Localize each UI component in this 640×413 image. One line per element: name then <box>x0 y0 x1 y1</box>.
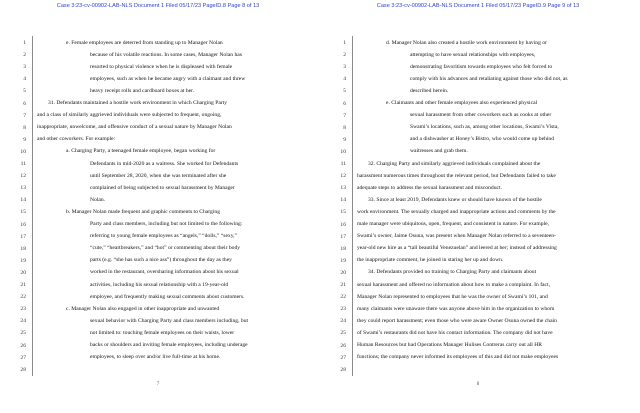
document-line: c. Manager Nolan also engaged in other inappropriate and unwanted <box>66 305 220 312</box>
document-line: adequate steps to address the sexual harassment and misconduct. <box>357 184 502 191</box>
line-number: 9 <box>343 136 346 143</box>
document-line: waitresses and grab them. <box>410 148 468 155</box>
document-line: functions; the company never informed its employees of this and did not make employees <box>357 354 559 361</box>
line-number: 21 <box>340 282 346 288</box>
line-number: 3 <box>343 64 346 71</box>
document-line: e. Female employees are deterred from standing up to Manager Nolan <box>66 39 223 46</box>
line-number: 5 <box>343 88 346 95</box>
document-line: 32. Charging Party and similarly aggrieved individuals complained about the <box>368 160 541 167</box>
line-number: 18 <box>20 245 26 252</box>
line-number: 4 <box>343 76 346 83</box>
document-line: because of his volatile reactions. In some cases, Manager Nolan has <box>90 51 242 58</box>
document-line: comply with his advances and retaliating against those who did not, as <box>410 75 568 82</box>
document-line: sexual harassment and offered no information about how to make a complaint. In fact, <box>357 281 550 288</box>
line-number: 17 <box>20 233 26 240</box>
line-number: 19 <box>20 257 26 264</box>
line-number: 12 <box>20 173 26 180</box>
line-number: 20 <box>20 269 26 276</box>
document-line: and a dishwasher at Honey’s Bistro, who would come up behind <box>410 136 555 143</box>
document-line: of Swami’s restaurants did not have his contact information. The company did not have <box>357 329 553 336</box>
document-line: worked in the restaurant, oversharing information about his sexual <box>90 269 239 276</box>
line-number: 8 <box>23 124 26 131</box>
document-line: Swami’s locations, such as, among other locations, Swami’s Vista, <box>410 124 559 131</box>
line-number: 11 <box>340 161 346 167</box>
document-line: a. Charging Party, a teenaged female employee, began working for <box>66 148 216 155</box>
document-line: year-old new hire as a “tall beautiful Venezuelan” and leered at her; instead of addressing <box>357 245 557 252</box>
document-line: harassment numerous times throughout the relevant period, but Defendants failed to take <box>357 172 556 179</box>
line-number: 14 <box>340 197 346 204</box>
document-line: b. Manager Nolan made frequent and graphic comments to Charging <box>66 208 220 215</box>
case-header-stamp: Case 3:23-cv-00902-LAB-NLS Document 1 Filed 05/17/23 PageID.8 Page 8 of 13 <box>56 3 260 9</box>
line-number: 26 <box>20 342 26 349</box>
document-line: Party and class members, including but not limited to the following: <box>90 221 243 227</box>
page-right <box>328 0 628 413</box>
line-number: 25 <box>20 330 26 337</box>
document-line: activities, including his sexual relationship with a 19-year-old <box>90 281 229 288</box>
line-number: 15 <box>340 209 346 216</box>
line-number: 25 <box>340 330 346 337</box>
line-number: 1 <box>343 40 346 46</box>
document-line: “cute,” “heartbreakers,” and “hot” or commenting about their body <box>90 245 241 252</box>
line-number: 6 <box>343 100 346 107</box>
line-number: 28 <box>20 366 26 373</box>
line-number: 11 <box>20 161 26 167</box>
document-line: until September 28, 2020, when she was terminated after she <box>90 172 227 179</box>
line-number: 22 <box>340 294 346 301</box>
document-line: Defendants in mid-2020 as a waitress. She worked for Defendants <box>90 160 239 167</box>
line-number: 23 <box>340 306 346 313</box>
line-number: 13 <box>340 185 346 192</box>
document-line: employees, such as when he became angry with a claimant and threw <box>90 75 246 82</box>
page-number: 7 <box>156 382 160 387</box>
case-header-stamp: Case 3:23-cv-00902-LAB-NLS Document 1 Filed 05/17/23 PageID.9 Page 9 of 13 <box>376 3 580 9</box>
line-number: 24 <box>340 318 346 325</box>
line-number: 5 <box>23 88 26 95</box>
document-line: complained of being subjected to sexual harassment by Manager <box>90 184 235 191</box>
line-number: 14 <box>20 197 26 204</box>
line-number: 12 <box>340 173 346 180</box>
line-number: 17 <box>340 233 346 240</box>
document-line: work environment. The sexually charged and inappropriate actions and comments by the <box>357 208 556 215</box>
document-line: Swami’s owner, Jaime Osuna, was present when Manager Nolan referred to a seventeen- <box>357 233 556 240</box>
page-number: 8 <box>476 382 480 387</box>
line-number: 7 <box>23 112 26 119</box>
document-line: d. Manager Nolan also created a hostile work environment by having or <box>386 39 547 46</box>
document-line: Human Resources but had Operations Manager Hulises Contreras carry out all HR <box>357 342 543 348</box>
document-line: described herein. <box>410 87 449 94</box>
line-number: 23 <box>20 306 26 313</box>
document-line: attempting to have sexual relationships with employees, <box>410 51 536 58</box>
line-number: 27 <box>20 354 26 361</box>
document-line: the inappropriate comment, he joined in staring her up and down. <box>357 257 504 264</box>
document-line: Nolan. <box>90 196 106 203</box>
line-number: 26 <box>340 342 346 349</box>
line-number: 1 <box>23 40 26 46</box>
line-number: 4 <box>23 76 26 83</box>
document-line: demonstrating favoritism towards employees who felt forced to <box>410 63 553 70</box>
document-line: resorted to physical violence when he is displeased with female <box>90 63 233 70</box>
line-number: 9 <box>23 136 26 143</box>
line-number-rule <box>352 36 353 376</box>
line-number-rule <box>32 36 33 376</box>
document-line: sexual harassment from other coworkers such as cooks at other <box>410 112 552 119</box>
line-number: 20 <box>340 269 346 276</box>
line-number: 8 <box>343 124 346 131</box>
document-line: heavy receipt rolls and cardboard boxes at her. <box>90 87 195 94</box>
line-number: 10 <box>340 148 346 155</box>
document-line: backs or shoulders and inviting female employees, including underage <box>90 342 248 348</box>
line-number: 6 <box>23 100 26 107</box>
document-line: e. Claimants and other female employees also experienced physical <box>386 100 538 106</box>
line-number: 21 <box>20 282 26 288</box>
line-number: 27 <box>340 354 346 361</box>
document-line: inappropriate, unwelcome, and offensive conduct of a sexual nature by Manager Nolan <box>37 124 232 131</box>
line-number: 18 <box>340 245 346 252</box>
line-number: 16 <box>20 221 26 228</box>
document-line: parts (e.g. “she has such a nice ass”) throughout the day as they <box>90 257 232 264</box>
document-line: referring to young female employees as “angels,” “dolls,” “sexy,” <box>90 233 238 240</box>
line-number: 2 <box>23 52 26 59</box>
line-number: 2 <box>343 52 346 59</box>
document-line: 31. Defendants maintained a hostile work environment in which Charging Party <box>48 100 228 106</box>
document-line: and a class of similarly aggrieved individuals were subjected to frequent, ongoing, <box>37 112 222 119</box>
document-line: many claimants were unaware there was anyone above him in the organization to whom <box>357 305 555 312</box>
line-number: 28 <box>340 366 346 373</box>
document-line: employees, to sleep over and/or live full-time at his home. <box>90 354 221 361</box>
page-left <box>8 0 308 413</box>
document-line: Manager Nolan represented to employees that he was the owner of Swami’s 101, and <box>357 293 548 300</box>
document-line: 34. Defendants provided no training to Charging Party and claimants about <box>368 269 537 276</box>
line-number: 22 <box>20 294 26 301</box>
line-number: 7 <box>343 112 346 119</box>
document-line: they could report harassment; even those who were aware Owner Osuna owned the chain <box>357 317 557 324</box>
line-number: 16 <box>340 221 346 228</box>
document-line: not limited to: touching female employees on their waists, lower <box>90 329 235 336</box>
document-line: and other coworkers. For example: <box>37 136 116 143</box>
document-line: 33. Since at least 2019, Defendants knew or should have known of the hostile <box>368 196 542 203</box>
line-number: 24 <box>20 318 26 325</box>
line-number: 13 <box>20 185 26 192</box>
line-number: 10 <box>20 148 26 155</box>
line-number: 3 <box>23 64 26 71</box>
document-line: male manager were ubiquitous, open, frequent, and consistent in nature. For example, <box>357 221 549 227</box>
line-number: 19 <box>340 257 346 264</box>
line-number: 15 <box>20 209 26 216</box>
document-line: employee, and frequently making sexual comments about customers. <box>90 293 245 300</box>
document-line: sexual behavior with Charging Party and class members including, but <box>90 317 249 324</box>
